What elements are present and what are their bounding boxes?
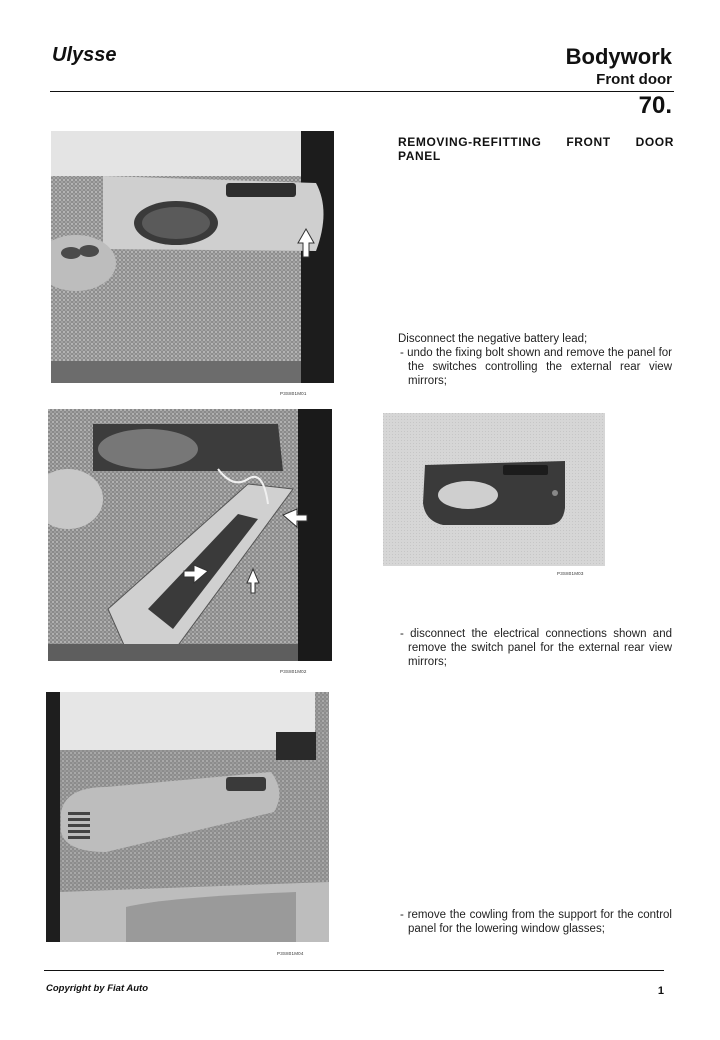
step-instruction: - disconnect the electrical connections shown and remove the switch panel for the external rear view mirrors; xyxy=(400,628,672,668)
footer-rule xyxy=(44,970,664,971)
photo-caption: P3S801M03 xyxy=(557,571,584,576)
photo-caption: P3S801M04 xyxy=(277,951,304,956)
step-block-1 xyxy=(398,332,672,388)
section-heading: REMOVING-REFITTING FRONT DOOR PANEL xyxy=(398,135,674,163)
step-instruction: - undo the fixing bolt shown and remove the panel for the switches controlling the external rear view mirrors; xyxy=(400,347,672,387)
header-rule xyxy=(50,91,674,92)
photo-switch-connections xyxy=(48,409,332,661)
page-number: 1 xyxy=(657,985,664,997)
page-code: 70. xyxy=(638,92,672,119)
copyright-notice: Copyright by Fiat Auto xyxy=(46,983,149,994)
brand-title: Ulysse xyxy=(52,44,117,66)
subsection-title: Front door xyxy=(596,71,672,88)
intro-instruction: Disconnect the negative battery lead; xyxy=(398,333,588,345)
photo-caption: P3S801M01 xyxy=(280,391,307,396)
section-title: Bodywork xyxy=(565,44,672,69)
photo-cowling-support xyxy=(46,692,329,942)
step-block-3 xyxy=(398,908,672,936)
photo-caption: P3S801M02 xyxy=(280,669,307,674)
step-block-2 xyxy=(398,627,672,669)
step-instruction: - remove the cowling from the support for the control panel for the lowering window glasses; xyxy=(400,909,672,935)
photo-removed-switch-panel xyxy=(383,413,605,566)
photo-door-panel-switch xyxy=(51,131,334,383)
